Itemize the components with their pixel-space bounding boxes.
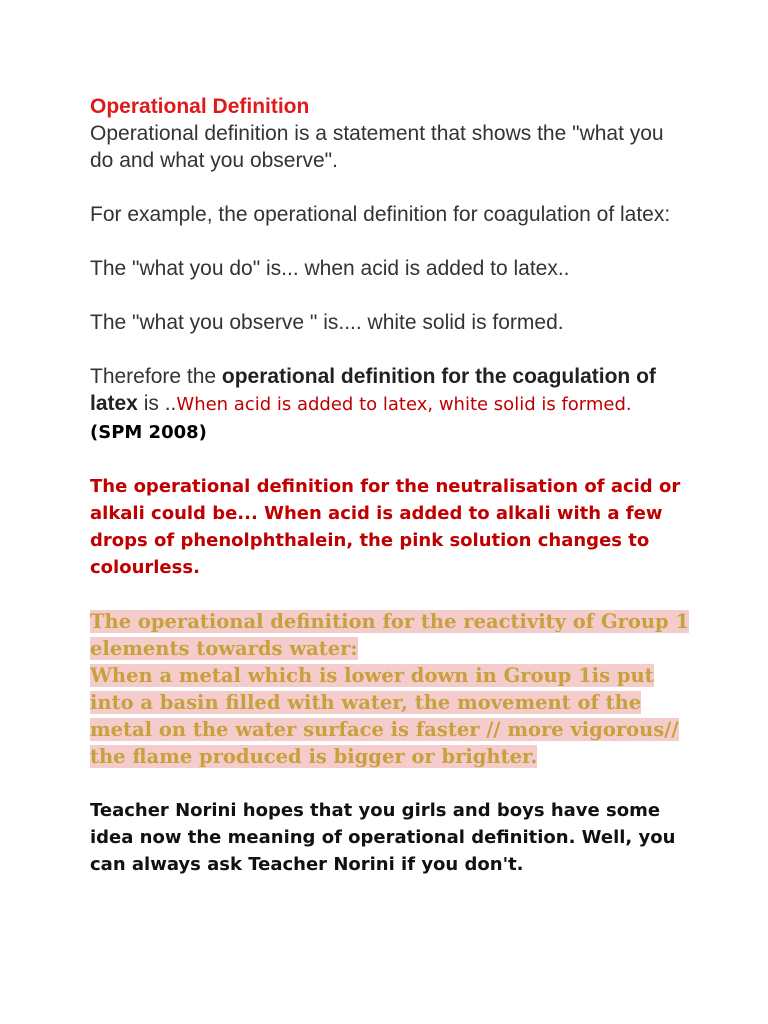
closing-paragraph: Teacher Norini hopes that you girls and boys have some idea now the meaning of operational definition. Well, you can always ask Teacher Norini if you don't. [90, 800, 676, 875]
therefore-red-definition: When acid is added to latex, white solid is formed. [176, 394, 632, 415]
what-you-do-paragraph: The "what you do" is... when acid is added to latex.. [90, 257, 570, 280]
example-intro-paragraph: For example, the operational definition for coagulation of latex: [90, 203, 671, 226]
document-page [90, 93, 690, 878]
intro-paragraph: Operational definition is a statement that shows the "what you do and what you observe". [90, 122, 664, 172]
therefore-source: (SPM 2008) [90, 422, 207, 443]
neutralisation-paragraph: The operational definition for the neutralisation of acid or alkali could be... When acid is added to alkali with a few drops of phenolphthalein, the pink solution changes to colourless. [90, 476, 681, 578]
reactivity-line-1: The operational definition for the reactivity of Group 1 elements towards water: [90, 610, 690, 660]
therefore-bold-term: operational definition for the coagulation of latex [90, 365, 656, 415]
reactivity-paragraph [90, 608, 690, 770]
therefore-middle: is .. [137, 392, 177, 415]
what-you-observe-paragraph: The "what you observe " is.... white solid is formed. [90, 311, 564, 334]
therefore-prefix: Therefore the [90, 365, 222, 388]
reactivity-line-2: When a metal which is lower down in Group 1is put into a basin filled with water, the movement of the metal on the water surface is faster // more vigorous// the flame produced is bigger or brighter. [90, 664, 679, 768]
therefore-paragraph [90, 363, 690, 446]
page-title: Operational Definition [90, 95, 310, 118]
